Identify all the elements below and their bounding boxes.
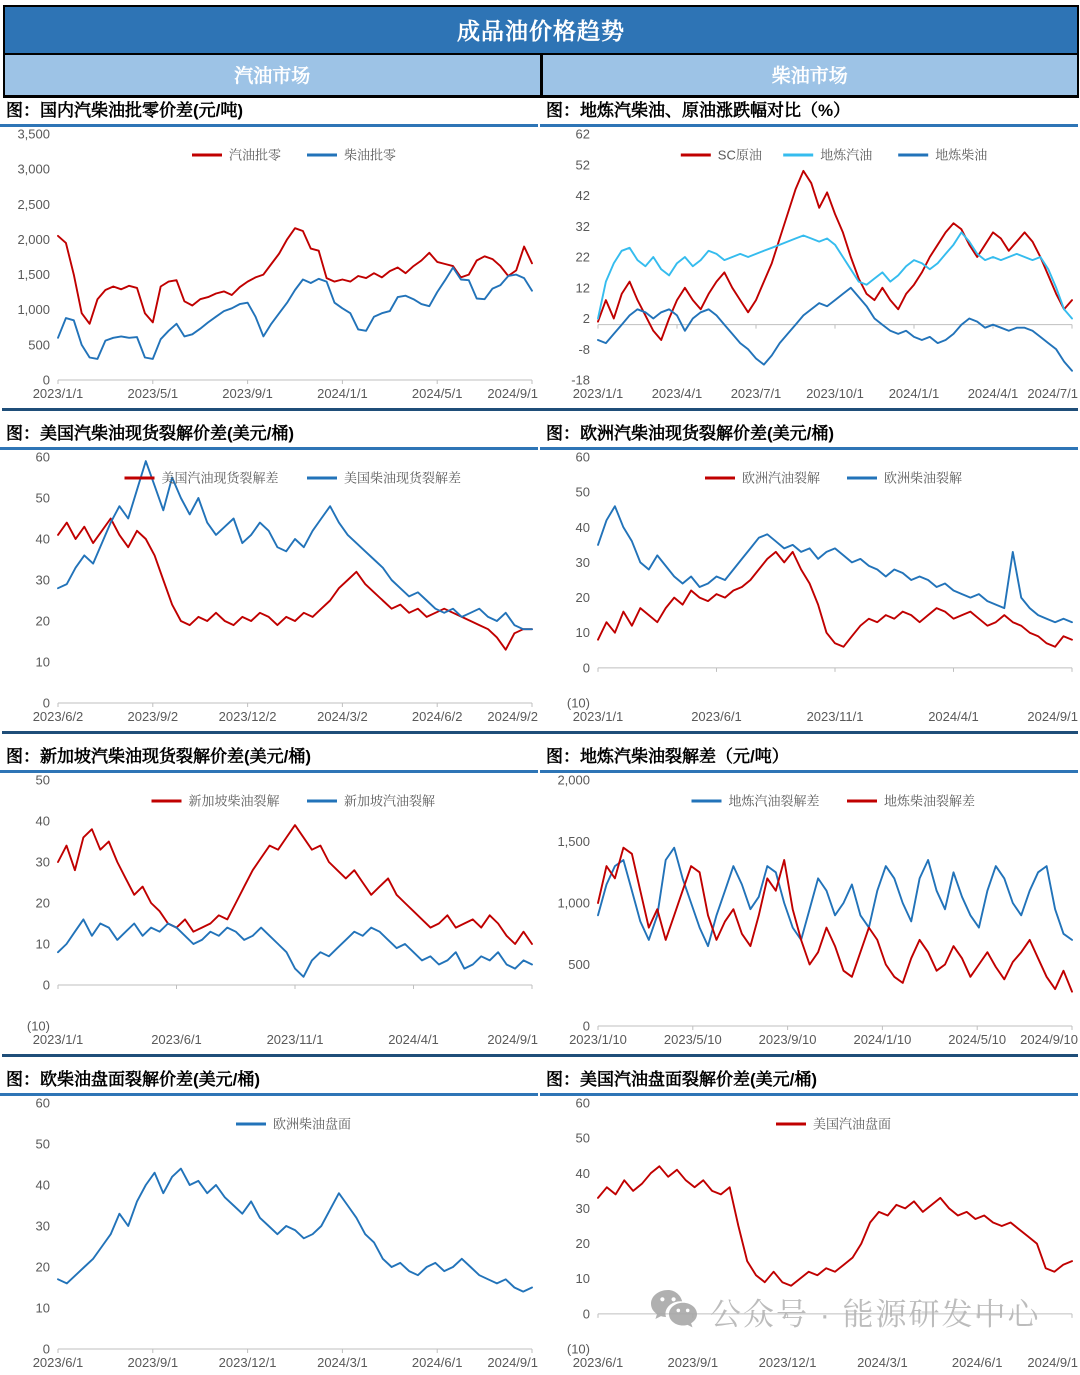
x-tick-label: 2024/3/2 [317,709,368,724]
y-tick-label: 40 [35,1177,50,1193]
y-tick-label: 40 [35,813,50,829]
x-tick-label: 2024/3/1 [317,1355,368,1370]
chart-domestic-wholesale-retail-spread [0,88,540,406]
y-tick-label: 50 [575,484,590,500]
chart-row-3 [0,734,1080,1052]
title-underline [0,770,538,773]
y-tick-label: 40 [575,519,590,535]
x-tick-label: 2024/9/1 [1027,1355,1078,1370]
page-title: 成品油价格趋势 [5,7,1077,55]
y-tick-label: 10 [575,625,590,641]
chart-title: 图：地炼汽柴油裂解差（元/吨） [546,747,789,766]
chart-row-2 [0,411,1080,729]
x-tick-label: 2023/6/1 [572,1355,624,1370]
y-tick-label: -18 [571,372,590,388]
y-tick-label: 40 [575,1165,590,1181]
y-tick-label: 30 [35,1218,50,1234]
y-tick-label: 40 [35,531,50,547]
chart-us-gasoline-futures-crack [540,1057,1080,1375]
series-line-地炼汽油 [598,232,1072,318]
title-underline [0,1093,538,1096]
report-header [3,5,1079,98]
series-line-欧洲柴油盘面 [58,1169,532,1292]
column-header-gasoline: 汽油市场 [5,55,543,95]
x-tick-label: 2023/12/1 [218,1355,277,1370]
chart-europe-diesel-futures-crack [0,1057,540,1375]
y-tick-label: 22 [575,249,590,265]
y-tick-label: 30 [575,1200,590,1216]
x-tick-label: 2023/7/1 [730,386,782,401]
x-tick-label: 2023/6/1 [32,1355,84,1370]
x-tick-label: 2024/1/10 [853,1032,912,1047]
chart-svg [540,451,1080,729]
series-line-新加坡汽油裂解 [58,919,532,976]
x-tick-label: 2024/7/1 [1027,386,1078,401]
y-tick-label: 30 [35,572,50,588]
title-underline [540,447,1078,450]
y-tick-label: 50 [575,1130,590,1146]
y-tick-label: 60 [575,1097,590,1111]
legend-label: 汽油批零 [229,147,282,163]
y-tick-label: 500 [568,957,590,972]
y-tick-label: 20 [35,895,50,911]
legend-label: 欧洲柴油裂解 [884,470,963,486]
y-tick-label: 2,000 [17,231,50,247]
series-line-汽油批零 [58,228,532,324]
y-tick-label: 62 [575,128,590,142]
chart-svg [0,1097,540,1375]
y-tick-label: -8 [578,341,590,357]
y-tick-label: 0 [582,1018,590,1034]
chart-singapore-spot-crack-spread [0,734,540,1052]
x-tick-label: 2023/9/1 [222,386,273,401]
x-tick-label: 2023/11/1 [806,709,864,724]
y-tick-label: 10 [575,1271,590,1287]
chart-refinery-vs-crude-change [540,88,1080,406]
watermark-text: 公众号 · 能源研发中心 [710,1296,1041,1332]
y-tick-label: 0 [42,695,50,711]
chart-europe-spot-crack-spread [540,411,1080,729]
y-tick-label: 500 [28,337,50,353]
legend-label: 欧洲汽油裂解 [742,470,821,486]
series-line-柴油批零 [58,268,532,359]
x-tick-label: 2023/9/1 [127,1355,179,1370]
y-tick-label: 20 [575,1236,590,1252]
title-underline [540,770,1078,773]
series-line-美国汽油盘面 [598,1166,1072,1285]
y-tick-label: 42 [575,188,590,203]
x-tick-label: 2023/6/1 [691,709,742,724]
y-tick-label: (10) [566,695,590,711]
chart-svg [0,451,540,729]
chart-grid [0,88,1080,1375]
title-underline [540,124,1078,127]
y-tick-label: 50 [35,774,50,788]
legend-label: 新加坡柴油裂解 [188,793,280,809]
x-tick-label: 2024/6/1 [951,1355,1003,1370]
legend-label: 地炼柴油裂解差 [884,793,976,809]
x-tick-label: 2024/5/10 [948,1032,1007,1047]
x-tick-label: 2023/1/10 [569,1032,627,1047]
series-line-SC原油 [598,171,1072,340]
y-tick-label: 3,000 [17,161,50,177]
x-tick-label: 2024/4/1 [388,1032,439,1047]
legend-label: 柴油批零 [344,147,397,163]
legend-label: 地炼柴油 [935,147,988,163]
y-tick-label: (10) [26,1018,50,1034]
y-tick-label: 20 [35,613,50,629]
y-tick-label: 0 [42,372,50,388]
x-tick-label: 2024/9/1 [487,1032,538,1047]
legend-label: SC原油 [717,147,762,163]
chart-svg [540,128,1080,406]
y-tick-label: (10) [566,1341,590,1357]
y-tick-label: 60 [35,1097,50,1111]
x-tick-label: 2023/5/1 [127,386,179,401]
chart-row-4 [0,1057,1080,1375]
x-tick-label: 2023/1/1 [572,709,624,724]
y-tick-label: 60 [575,451,590,465]
chart-svg [0,128,540,406]
y-tick-label: 30 [575,554,590,570]
y-tick-label: 20 [35,1259,50,1275]
x-tick-label: 2023/11/1 [266,1032,324,1047]
legend-label: 地炼汽油裂解差 [728,793,820,809]
legend-label: 新加坡汽油裂解 [344,793,436,809]
y-tick-label: 2 [582,311,590,326]
y-tick-label: 52 [575,157,590,173]
chart-title: 图：美国汽柴油现货裂解价差(美元/桶) [6,424,295,443]
y-tick-label: 2,500 [17,196,50,212]
x-tick-label: 2024/6/1 [411,1355,463,1370]
x-tick-label: 2023/6/2 [32,709,84,724]
x-tick-label: 2024/4/1 [967,386,1019,401]
legend-label: 美国汽油盘面 [813,1116,892,1132]
x-tick-label: 2023/1/1 [32,386,84,401]
y-tick-label: 50 [35,1136,50,1152]
x-tick-label: 2023/10/1 [806,386,864,401]
x-tick-label: 2024/6/2 [411,709,463,724]
series-line-新加坡柴油裂解 [58,825,532,944]
y-tick-label: 2,000 [557,774,590,788]
x-tick-label: 2024/5/1 [411,386,463,401]
y-tick-label: 0 [582,660,590,676]
series-line-地炼柴油 [598,288,1072,371]
x-tick-label: 2024/9/10 [1020,1032,1078,1047]
y-tick-label: 0 [42,977,50,993]
x-tick-label: 2024/1/1 [888,386,940,401]
y-tick-label: 32 [575,218,590,234]
y-tick-label: 1,000 [557,895,590,911]
y-tick-label: 60 [35,451,50,465]
y-tick-label: 20 [575,590,590,606]
x-tick-label: 2023/1/1 [32,1032,84,1047]
title-underline [540,1093,1078,1096]
x-tick-label: 2023/1/1 [572,386,624,401]
y-tick-label: 30 [35,854,50,870]
chart-title: 图：美国汽油盘面裂解价差(美元/桶) [546,1070,818,1089]
chart-title: 图：欧洲汽柴油现货裂解价差(美元/桶) [546,424,835,443]
x-tick-label: 2023/12/1 [758,1355,817,1370]
y-tick-label: 10 [35,936,50,952]
x-tick-label: 2024/9/1 [1027,709,1078,724]
series-line-欧洲汽油裂解 [598,552,1072,647]
chart-title: 图：新加坡汽柴油现货裂解价差(美元/桶) [6,747,312,766]
chart-us-spot-crack-spread [0,411,540,729]
y-tick-label: 1,500 [17,267,50,283]
legend-label: 地炼汽油 [820,147,873,163]
x-tick-label: 2023/9/10 [758,1032,817,1047]
x-tick-label: 2024/9/2 [487,709,538,724]
x-tick-label: 2023/5/10 [663,1032,722,1047]
x-tick-label: 2023/4/1 [651,386,703,401]
y-tick-label: 1,500 [557,834,590,849]
y-tick-label: 0 [42,1341,50,1357]
x-tick-label: 2023/6/1 [151,1032,202,1047]
legend-label: 欧洲柴油盘面 [273,1116,352,1132]
legend-label: 美国柴油现货裂解差 [344,470,462,486]
y-tick-label: 12 [575,280,590,296]
title-underline [0,447,538,450]
chart-row-1 [0,88,1080,406]
x-tick-label: 2024/1/1 [317,386,368,401]
x-tick-label: 2024/3/1 [857,1355,908,1370]
title-underline [0,124,538,127]
legend-label: 美国汽油现货裂解差 [161,470,279,486]
chart-title: 图：欧柴油盘面裂解价差(美元/桶) [6,1070,261,1089]
y-tick-label: 10 [35,1300,50,1316]
x-tick-label: 2023/9/2 [127,709,179,724]
chart-svg [540,774,1080,1052]
y-tick-label: 1,000 [17,302,50,318]
chart-title: 图：国内汽柴油批零价差(元/吨) [6,101,244,120]
y-tick-label: 10 [35,654,50,670]
x-tick-label: 2024/9/1 [487,1355,538,1370]
y-tick-label: 50 [35,490,50,506]
chart-svg [540,1097,1080,1375]
chart-refinery-crack-spread-cny [540,734,1080,1052]
chart-svg [0,774,540,1052]
column-header-diesel: 柴油市场 [543,55,1078,95]
x-tick-label: 2024/4/1 [928,709,979,724]
x-tick-label: 2024/9/1 [487,386,538,401]
series-line-地炼柴油裂解差 [598,848,1072,992]
y-tick-label: 3,500 [17,128,50,142]
y-tick-label: 0 [582,1306,590,1322]
chart-title: 图：地炼汽柴油、原油涨跌幅对比（%） [546,101,851,120]
x-tick-label: 2023/9/1 [667,1355,719,1370]
x-tick-label: 2023/12/2 [218,709,277,724]
